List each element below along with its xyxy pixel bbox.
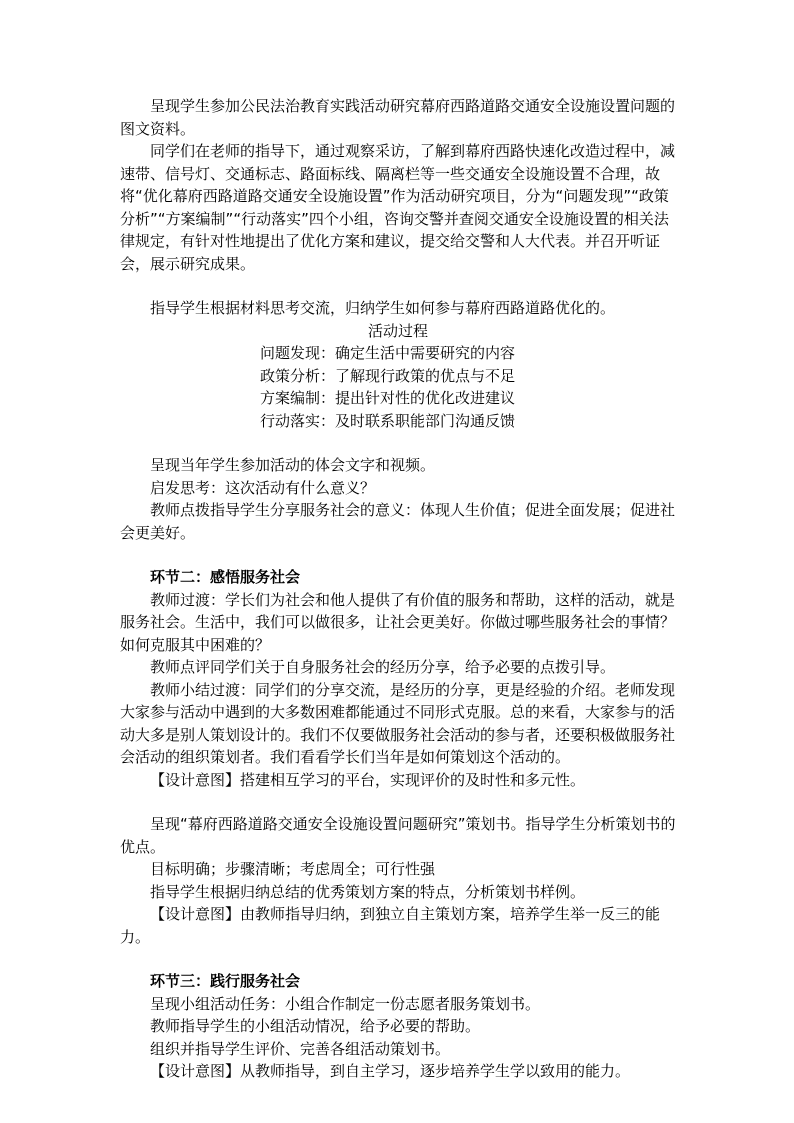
process-item: 问题发现：确定生活中需要研究的内容 [260,344,516,362]
paragraph: 教师指导学生的小组活动情况，给予必要的帮助。 [150,1017,481,1035]
design-intent: 【设计意图】从教师指导，到自主学习，逐步培养学生学以致用的能力。 [150,1062,631,1080]
process-item: 方案编制：提出针对性的优化改进建议 [260,389,516,407]
paragraph: 指导学生根据材料思考交流，归纳学生如何参与幕府西路道路优化的。 [150,299,616,317]
process-item: 政策分析：了解现行政策的优点与不足 [260,366,516,385]
paragraph: 同学们在老师的指导下，通过观察采访，了解到幕府西路快速化改造过程中，减速带、信号灯、交通标志、路面标线、隔离栏等一些交通安全设施设置不合理，故将“优化幕府西路道路交通安全设施设置”作为活动研究项目，分为“问题发现”“政策分析”“方案编制”“行动落实”四个小组，咨询交警并查阅交通安全设施设置的相关法律规定，有针对性地提出了优化方案和建议，提交给交警和人大代表。并召开听证会，展示研究成果。 [120,142,676,273]
paragraph: 目标明确；步骤清晰；考虑周全；可行性强 [150,860,436,878]
paragraph: 教师点评同学们关于自身服务社会的经历分享，给予必要的点拨引导。 [150,658,616,676]
paragraph: 呈现小组活动任务：小组合作制定一份志愿者服务策划书。 [150,994,541,1013]
design-intent: 【设计意图】由教师指导归纳，到独立自主策划方案，培养学生举一反三的能力。 [120,905,661,946]
paragraph: 呈现学生参加公民法治教育实践活动研究幕府西路道路交通安全设施设置问题的图文资料。 [120,97,676,138]
process-title: 活动过程 [367,321,428,340]
process-list [260,342,676,432]
paragraph: 呈现当年学生参加活动的体会文字和视频。 [150,456,436,474]
section-heading: 环节三：践行服务社会 [150,972,301,990]
paragraph: 教师过渡：学长们为社会和他人提供了有价值的服务和帮助，这样的活动，就是服务社会。生活中，我们可以做很多，让社会更美好。你做过哪些服务社会的事情？如何克服其中困难的？ [120,590,676,654]
process-item: 行动落实：及时联系职能部门沟通反馈 [260,411,516,430]
design-intent: 【设计意图】搭建相互学习的平台，实现评价的及时性和多元性。 [150,770,586,789]
paragraph: 教师点拨指导学生分享服务社会的意义：体现人生价值；促进全面发展；促进社会更美好。 [120,501,676,542]
section-heading: 环节二：感悟服务社会 [150,568,301,586]
paragraph: 指导学生根据归纳总结的优秀策划方案的特点，分析策划书样例。 [150,882,586,901]
paragraph: 呈现“幕府西路道路交通安全设施设置问题研究”策划书。指导学生分析策划书的优点。 [120,815,676,856]
paragraph: 组织并指导学生评价、完善各组活动策划书。 [150,1039,451,1058]
paragraph: 启发思考：这次活动有什么意义？ [150,478,376,497]
paragraph: 教师小结过渡：同学们的分享交流，是经历的分享，更是经验的介绍。老师发现大家参与活动中遇到的大多数困难都能通过不同形式克服。总的来看，大家参与的活动大多是别人策划设计的。我们不仅要做服务社会活动的参与者，还要积极做服务社会活动的组织策划者。我们看看学长们当年是如何策划这个活动的。 [120,680,676,766]
document-body [120,95,676,1083]
